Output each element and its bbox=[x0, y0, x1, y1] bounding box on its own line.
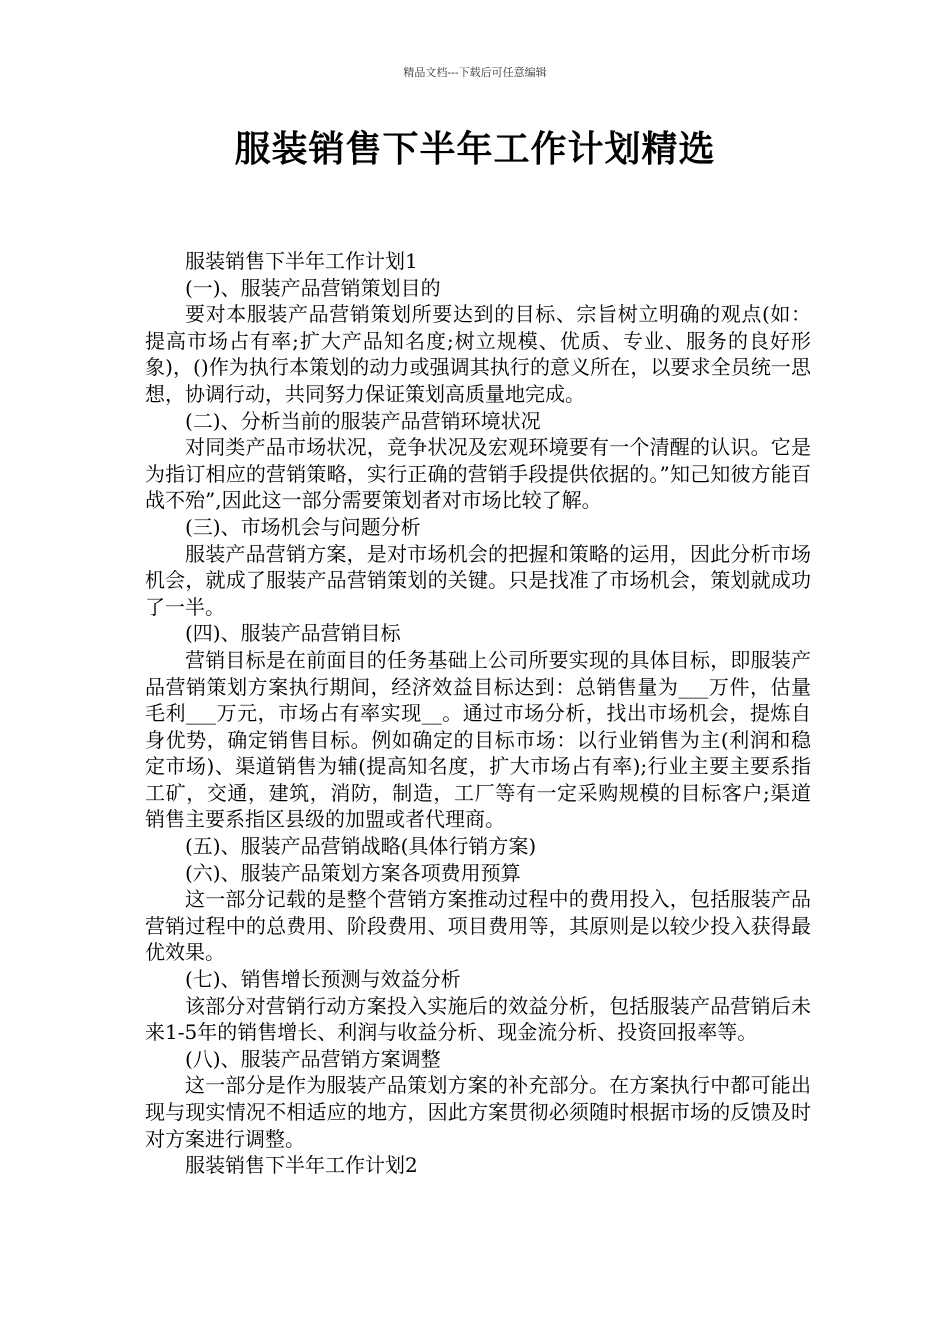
section-heading-3: (三)、市场机会与问题分析 bbox=[185, 514, 421, 539]
section-heading-7: (七)、销售增长预测与效益分析 bbox=[185, 967, 461, 992]
section-heading-4: (四)、服装产品营销目标 bbox=[185, 621, 401, 646]
section-heading-1: (一)、服装产品营销策划目的 bbox=[185, 275, 441, 300]
body-paragraph-3: 服装产品营销方案，是对市场机会的把握和策略的运用，因此分析市场机会，就成了服装产品营销策划的关键。只是找准了市场机会，策划就成功了一半。 bbox=[145, 541, 811, 619]
section-heading-plan-1: 服装销售下半年工作计划1 bbox=[185, 249, 418, 273]
body-paragraph-1: 要对本服装产品营销策划所要达到的目标、宗旨树立明确的观点(如：提高市场占有率;扩大产品知名度;树立规模、优质、专业、服务的良好形象)，()作为执行本策划的动力或强调其执行的意义所在，以要求全员统一思想，协调行动，共同努力保证策划高质量地完成。 bbox=[145, 302, 811, 406]
body-paragraph-4: 营销目标是在前面目的任务基础上公司所要实现的具体目标，即服装产品营销策划方案执行期间，经济效益目标达到：总销售量为___万件，估量毛利___万元，市场占有率实现__。通过市场分析，找出市场机会，提炼自身优势，确定销售目标。例如确定的目标市场：以行业销售为主(利润和稳定市场)、渠道销售为辅(提高知名度，扩大市场占有率);行业主要主要系指工矿，交通，建筑，消防，制造，工厂等有一定采购规模的目标客户;渠道销售主要系指区县级的加盟或者代理商。 bbox=[145, 647, 811, 832]
section-heading-6: (六)、服装产品策划方案各项费用预算 bbox=[185, 860, 521, 885]
document-title: 服装销售下半年工作计划精选 bbox=[234, 129, 716, 170]
document-body bbox=[145, 248, 811, 1179]
body-paragraph-2: 对同类产品市场状况，竞争状况及宏观环境要有一个清醒的认识。它是为指订相应的营销策略，实行正确的营销手段提供依据的。”知己知彼方能百战不殆”,因此这一部分需要策划者对市场比较了解。 bbox=[145, 435, 811, 513]
body-paragraph-8: 这一部分是作为服装产品策划方案的补充部分。在方案执行中都可能出现与现实情况不相适应的地方，因此方案贯彻必须随时根据市场的反馈及时对方案进行调整。 bbox=[145, 1073, 811, 1151]
section-heading-8: (八)、服装产品营销方案调整 bbox=[185, 1046, 441, 1071]
body-paragraph-6: 这一部分记载的是整个营销方案推动过程中的费用投入，包括服装产品营销过程中的总费用、阶段费用、项目费用等，其原则是以较少投入获得最优效果。 bbox=[145, 887, 811, 965]
body-paragraph-7: 该部分对营销行动方案投入实施后的效益分析，包括服装产品营销后未来1-5年的销售增长、利润与收益分析、现金流分析、投资回报率等。 bbox=[145, 993, 811, 1045]
section-heading-2: (二)、分析当前的服装产品营销环境状况 bbox=[185, 408, 541, 433]
section-heading-5: (五)、服装产品营销战略(具体行销方案) bbox=[185, 834, 537, 859]
section-heading-plan-2: 服装销售下半年工作计划2 bbox=[185, 1153, 418, 1178]
header-note: 精品文档---下载后可任意编辑 bbox=[403, 66, 547, 79]
